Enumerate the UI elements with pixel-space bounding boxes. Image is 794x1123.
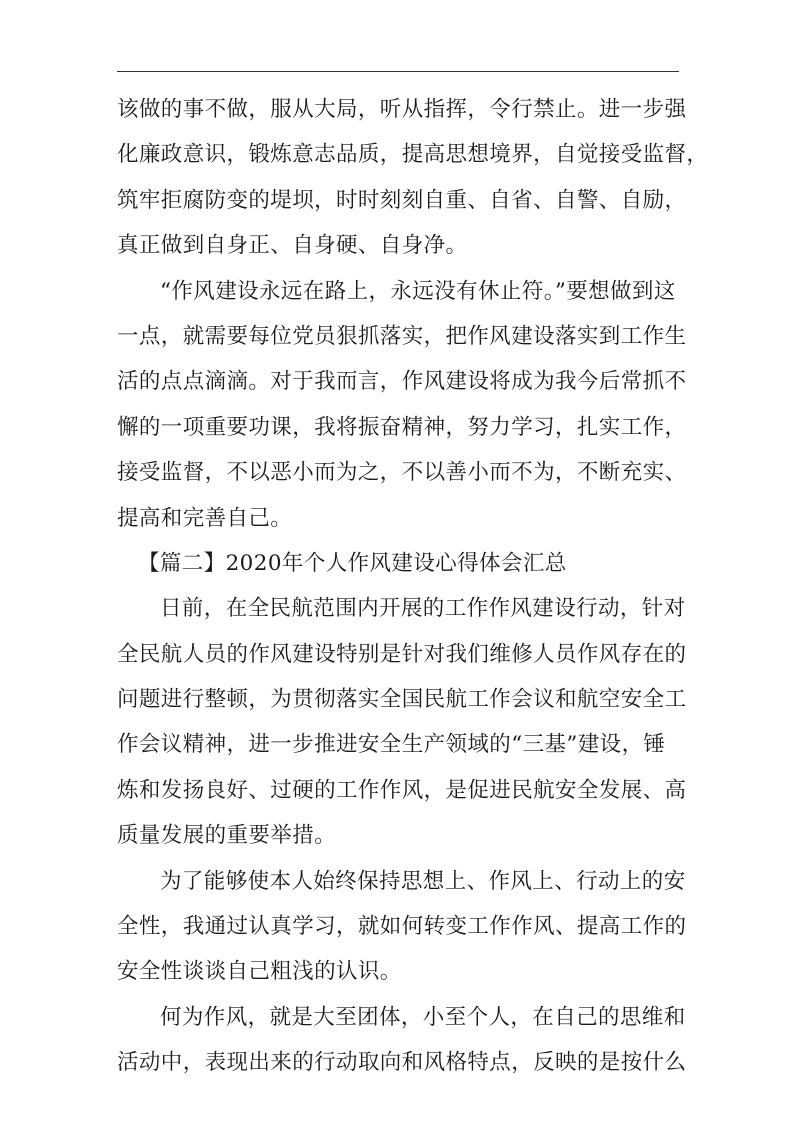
text-line: 作会议精神，进一步推进安全生产领域的“三基”建设，锤 bbox=[117, 732, 666, 758]
text-line: 全民航人员的作风建设特别是针对我们维修人员作风存在的 bbox=[117, 641, 687, 667]
text-line: 一点，就需要每位党员狠抓落实，把作风建设落实到工作生 bbox=[117, 323, 687, 349]
text-line: 活的点点滴滴。对于我而言，作风建设将成为我今后常抓不 bbox=[117, 369, 687, 395]
document-body bbox=[117, 87, 709, 1086]
header-rule bbox=[117, 71, 679, 72]
text-line: 质量发展的重要举措。 bbox=[117, 823, 337, 849]
text-line: 何为作风，就是大至团体，小至个人，在自己的思维和 bbox=[160, 1004, 686, 1030]
text-line: 真正做到自身正、自身硬、自身净。 bbox=[117, 233, 468, 259]
section-heading: 【篇二】2020年个人作风建设心得体会汇总 bbox=[138, 550, 567, 576]
text-line: “作风建设永远在路上，永远没有休止符。”要想做到这 bbox=[160, 278, 676, 304]
text-line: 提高和完善自己。 bbox=[117, 505, 293, 531]
text-line: 筑牢拒腐防变的堤坝，时时刻刻自重、自省、自警、自励， bbox=[117, 187, 687, 213]
text-line: 接受监督，不以恶小而为之，不以善小而不为，不断充实、 bbox=[117, 460, 687, 486]
text-line: 日前，在全民航范围内开展的工作作风建设行动，针对 bbox=[160, 596, 686, 622]
text-line: 炼和发扬良好、过硬的工作作风，是促进民航安全发展、高 bbox=[117, 777, 687, 803]
text-line: 安全性谈谈自己粗浅的认识。 bbox=[117, 959, 402, 985]
text-line: 化廉政意识，锻炼意志品质，提高思想境界，自觉接受监督， bbox=[117, 142, 709, 168]
text-line: 全性，我通过认真学习，就如何转变工作作风、提高工作的 bbox=[117, 914, 687, 940]
text-line: 为了能够使本人始终保持思想上、作风上、行动上的安 bbox=[160, 868, 686, 894]
text-line: 该做的事不做，服从大局，听从指挥，令行禁止。进一步强 bbox=[117, 97, 687, 122]
text-line: 懈的一项重要功课，我将振奋精神，努力学习，扎实工作， bbox=[117, 414, 687, 440]
text-line: 问题进行整顿，为贯彻落实全国民航工作会议和航空安全工 bbox=[117, 687, 687, 713]
text-line: 活动中，表现出来的行动取向和风格特点，反映的是按什么 bbox=[117, 1050, 687, 1076]
